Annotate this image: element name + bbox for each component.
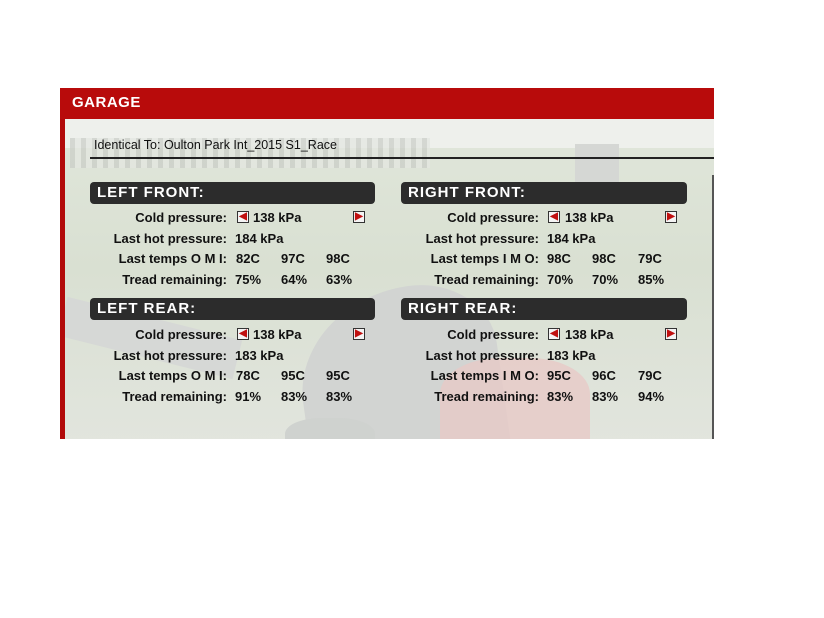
- lf-cold-pressure-increase-right-arrow-icon[interactable]: ▶: [353, 211, 365, 223]
- rf-tread-remaining-label: Tread remaining:: [434, 272, 539, 287]
- page-title: GARAGE: [72, 94, 141, 111]
- rr-last-hot-pressure-label: Last hot pressure:: [425, 348, 539, 363]
- rr-last-hot-pressure-value: 183 kPa: [547, 348, 596, 363]
- right-rear-header: RIGHT REAR:: [401, 298, 687, 320]
- lf-cold-pressure-label: Cold pressure:: [135, 210, 227, 225]
- lr-last-hot-pressure-value: 183 kPa: [235, 348, 284, 363]
- rf-cold-pressure-value: 138 kPa: [565, 210, 614, 225]
- rf-cold-pressure-label: Cold pressure:: [447, 210, 539, 225]
- garage-panel: [60, 88, 714, 439]
- lr-temp-inner: 95C: [326, 368, 350, 383]
- lr-tread-remaining-label: Tread remaining:: [122, 389, 227, 404]
- lr-last-temps-label: Last temps O M I:: [118, 368, 227, 383]
- lf-temp-inner: 98C: [326, 251, 350, 266]
- rr-temp-middle: 96C: [592, 368, 616, 383]
- rf-tread-middle: 70%: [592, 272, 619, 287]
- lr-cold-pressure-value: 138 kPa: [253, 327, 302, 342]
- rf-last-temps-label: Last temps I M O:: [430, 251, 539, 266]
- divider: [90, 157, 714, 159]
- rr-tread-middle: 83%: [592, 389, 619, 404]
- rr-tread-inner: 83%: [547, 389, 574, 404]
- rf-tread-inner: 70%: [547, 272, 574, 287]
- lf-temp-middle: 97C: [281, 251, 305, 266]
- left-rear-header: LEFT REAR:: [90, 298, 375, 320]
- rr-tread-outer: 94%: [638, 389, 665, 404]
- lf-tread-outer: 75%: [235, 272, 262, 287]
- lr-cold-pressure-increase-right-arrow-icon[interactable]: ▶: [353, 328, 365, 340]
- lf-temp-outer: 82C: [236, 251, 260, 266]
- rr-cold-pressure-decrease-left-arrow-icon[interactable]: ◀: [548, 328, 560, 340]
- rr-cold-pressure-increase-right-arrow-icon[interactable]: ▶: [665, 328, 677, 340]
- rr-tread-remaining-label: Tread remaining:: [434, 389, 539, 404]
- rr-temp-inner: 95C: [547, 368, 571, 383]
- lr-temp-middle: 95C: [281, 368, 305, 383]
- identical-to-label: Identical To: Oulton Park Int_2015 S1_Race: [94, 138, 337, 152]
- lf-tread-middle: 64%: [281, 272, 308, 287]
- left-front-header: LEFT FRONT:: [90, 182, 375, 204]
- lr-cold-pressure-label: Cold pressure:: [135, 327, 227, 342]
- rr-last-temps-label: Last temps I M O:: [430, 368, 539, 383]
- lf-last-hot-pressure-label: Last hot pressure:: [113, 231, 227, 246]
- rf-last-hot-pressure-label: Last hot pressure:: [425, 231, 539, 246]
- right-front-header: RIGHT FRONT:: [401, 182, 687, 204]
- right-divider: [712, 175, 714, 439]
- rf-last-hot-pressure-value: 184 kPa: [547, 231, 596, 246]
- rr-cold-pressure-label: Cold pressure:: [447, 327, 539, 342]
- rf-cold-pressure-decrease-left-arrow-icon[interactable]: ◀: [548, 211, 560, 223]
- lf-cold-pressure-decrease-left-arrow-icon[interactable]: ◀: [237, 211, 249, 223]
- title-bar: [60, 88, 714, 119]
- rr-temp-outer: 79C: [638, 368, 662, 383]
- lf-last-hot-pressure-value: 184 kPa: [235, 231, 284, 246]
- rf-temp-middle: 98C: [592, 251, 616, 266]
- lf-cold-pressure-value: 138 kPa: [253, 210, 302, 225]
- lf-tread-inner: 63%: [326, 272, 353, 287]
- rf-tread-outer: 85%: [638, 272, 665, 287]
- rr-cold-pressure-value: 138 kPa: [565, 327, 614, 342]
- lr-temp-outer: 78C: [236, 368, 260, 383]
- rf-temp-inner: 98C: [547, 251, 571, 266]
- lr-cold-pressure-decrease-left-arrow-icon[interactable]: ◀: [237, 328, 249, 340]
- lf-last-temps-label: Last temps O M I:: [118, 251, 227, 266]
- lr-tread-middle: 83%: [281, 389, 308, 404]
- panel-edge: [60, 88, 65, 439]
- lr-tread-inner: 83%: [326, 389, 353, 404]
- lr-last-hot-pressure-label: Last hot pressure:: [113, 348, 227, 363]
- lf-tread-remaining-label: Tread remaining:: [122, 272, 227, 287]
- lr-tread-outer: 91%: [235, 389, 262, 404]
- rf-cold-pressure-increase-right-arrow-icon[interactable]: ▶: [665, 211, 677, 223]
- rf-temp-outer: 79C: [638, 251, 662, 266]
